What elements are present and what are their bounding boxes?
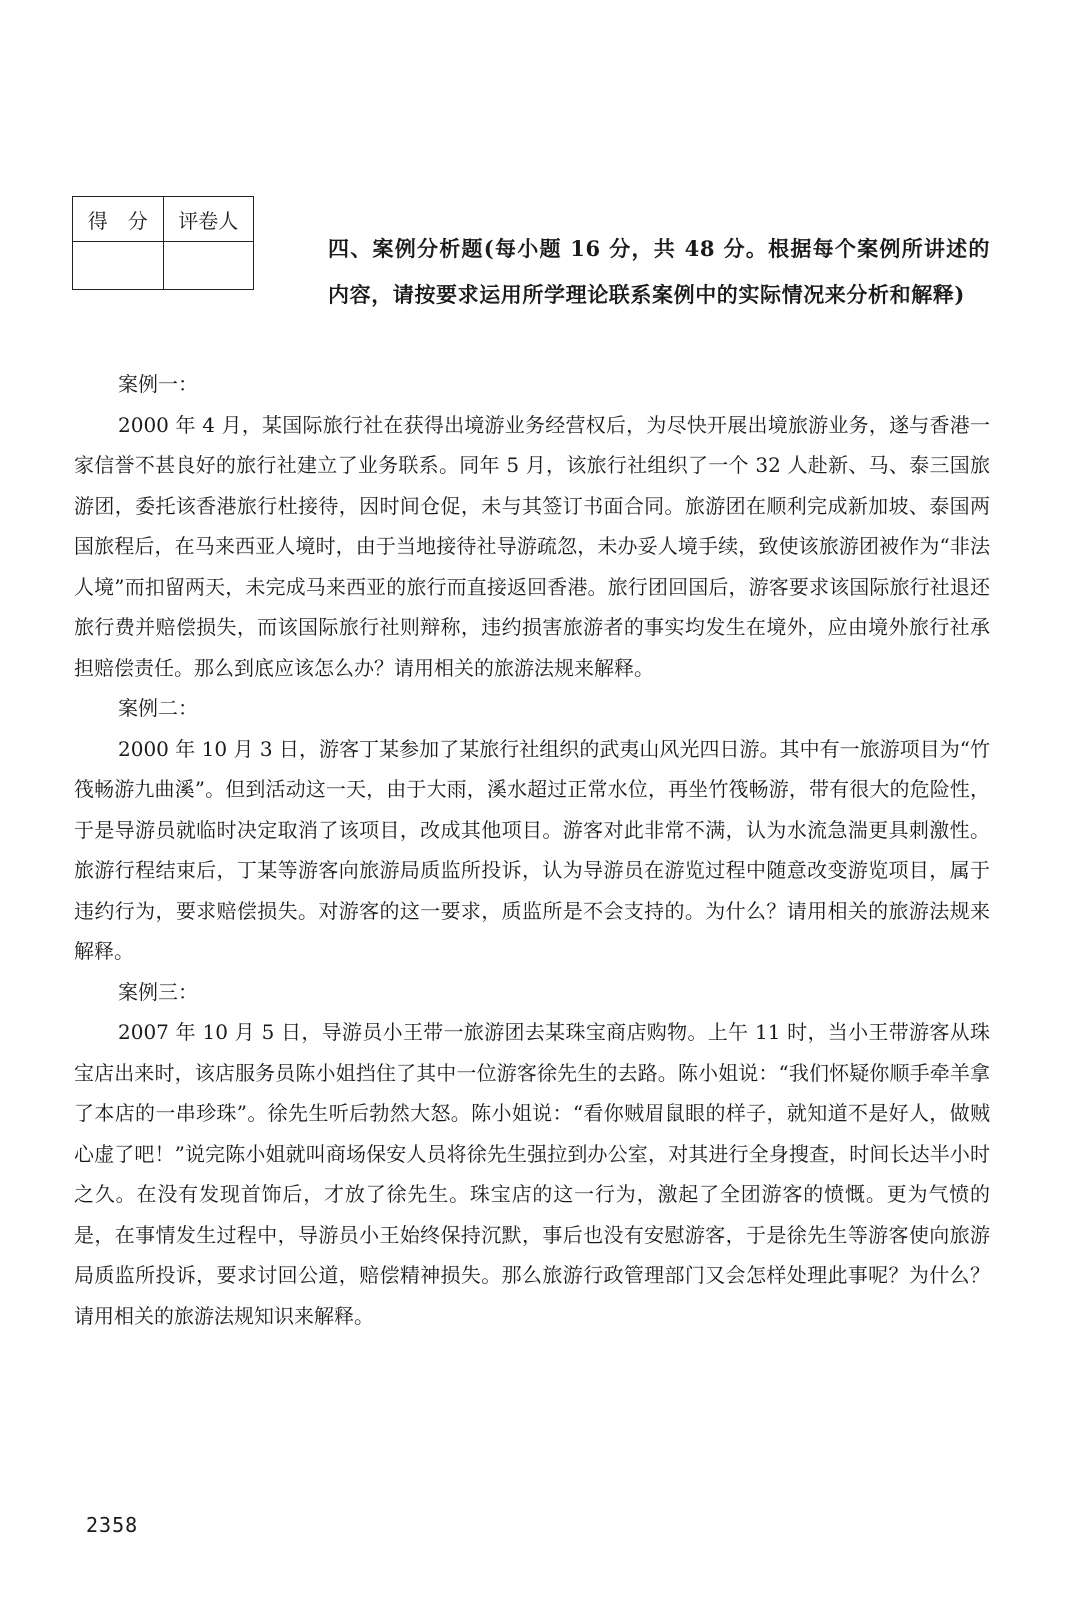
case-3-label: 案例三：	[118, 979, 198, 1004]
grader-cell	[163, 242, 254, 290]
score-label: 得 分	[73, 197, 164, 242]
score-table	[72, 196, 254, 290]
section-heading: 四、案例分析题(每小题 16 分，共 48 分。根据每个案例所讲述的内容，请按要求运用所学理论联系案例中的实际情况来分析和解释)	[328, 236, 990, 307]
page-number: 2358	[86, 1513, 139, 1537]
case-2-label: 案例二：	[118, 696, 198, 720]
grader-label: 评卷人	[163, 197, 254, 242]
case-list	[74, 364, 990, 1336]
case-2-text: 2000 年 10 月 3 日，游客丁某参加了某旅行社组织的武夷山风光四日游。其中有一旅游项目为“竹筏畅游九曲溪”。但到活动这一天，由于大雨，溪水超过正常水位，再坐竹筏畅游，带有很大的危险性，于是导游员就临时决定取消了该项目，改成其他项目。游客对此非常不满，认为水流急湍更具刺激性。旅游行程结束后，丁某等游客向旅游局质监所投诉，认为导游员在游览过程中随意改变游览项目，属于违约行为，要求赔偿损失。对游客的这一要求，质监所是不会支持的。为什么？请用相关的旅游法规来解释。	[74, 736, 990, 963]
case-3-text: 2007 年 10 月 5 日，导游员小王带一旅游团去某珠宝商店购物。上午 11 时，当小王带游客从珠宝店出来时，该店服务员陈小姐挡住了其中一位游客徐先生的去路。陈小姐说：“我们怀疑你顺手牵羊拿了本店的一串珍珠”。徐先生听后勃然大怒。陈小姐说：“看你贼眉鼠眼的样子，就知道不是好人，做贼心虚了吧！”说完陈小姐就叫商场保安人员将徐先生强拉到办公室，对其进行全身搜查，时间长达半小时之久。在没有发现首饰后，才放了徐先生。珠宝店的这一行为，激起了全团游客的愤慨。更为气愤的是，在事情发生过程中，导游员小王始终保持沉默，事后也没有安慰游客，于是徐先生等游客使向旅游局质监所投诉，要求讨回公道，赔偿精神损失。那么旅游行政管理部门又会怎样处理此事呢？为什么？请用相关的旅游法规知识来解释。	[74, 1020, 990, 1328]
case-1-text: 2000 年 4 月，某国际旅行社在获得出境游业务经营权后，为尽快开展出境旅游业务，遂与香港一家信誉不甚良好的旅行社建立了业务联系。同年 5 月，该旅行社组织了一个 32 人赴新、马、泰三国旅游团，委托该香港旅行杜接待，因时间仓促，未与其签订书面合同。旅游团在顺利完成新加坡、泰国两国旅程后，在马来西亚人境时，由于当地接待社导游疏忽，未办妥人境手续，致使该旅游团被作为“非法人境”而扣留两天，未完成马来西亚的旅行而直接返回香港。旅行团回国后，游客要求该国际旅行社退还旅行费并赔偿损失，而该国际旅行社则辩称，违约损害旅游者的事实均发生在境外，应由境外旅行社承担赔偿责任。那么到底应该怎么办？请用相关的旅游法规来解释。	[74, 412, 990, 680]
case-1-label: 案例一：	[118, 372, 198, 396]
score-cell	[73, 242, 164, 290]
